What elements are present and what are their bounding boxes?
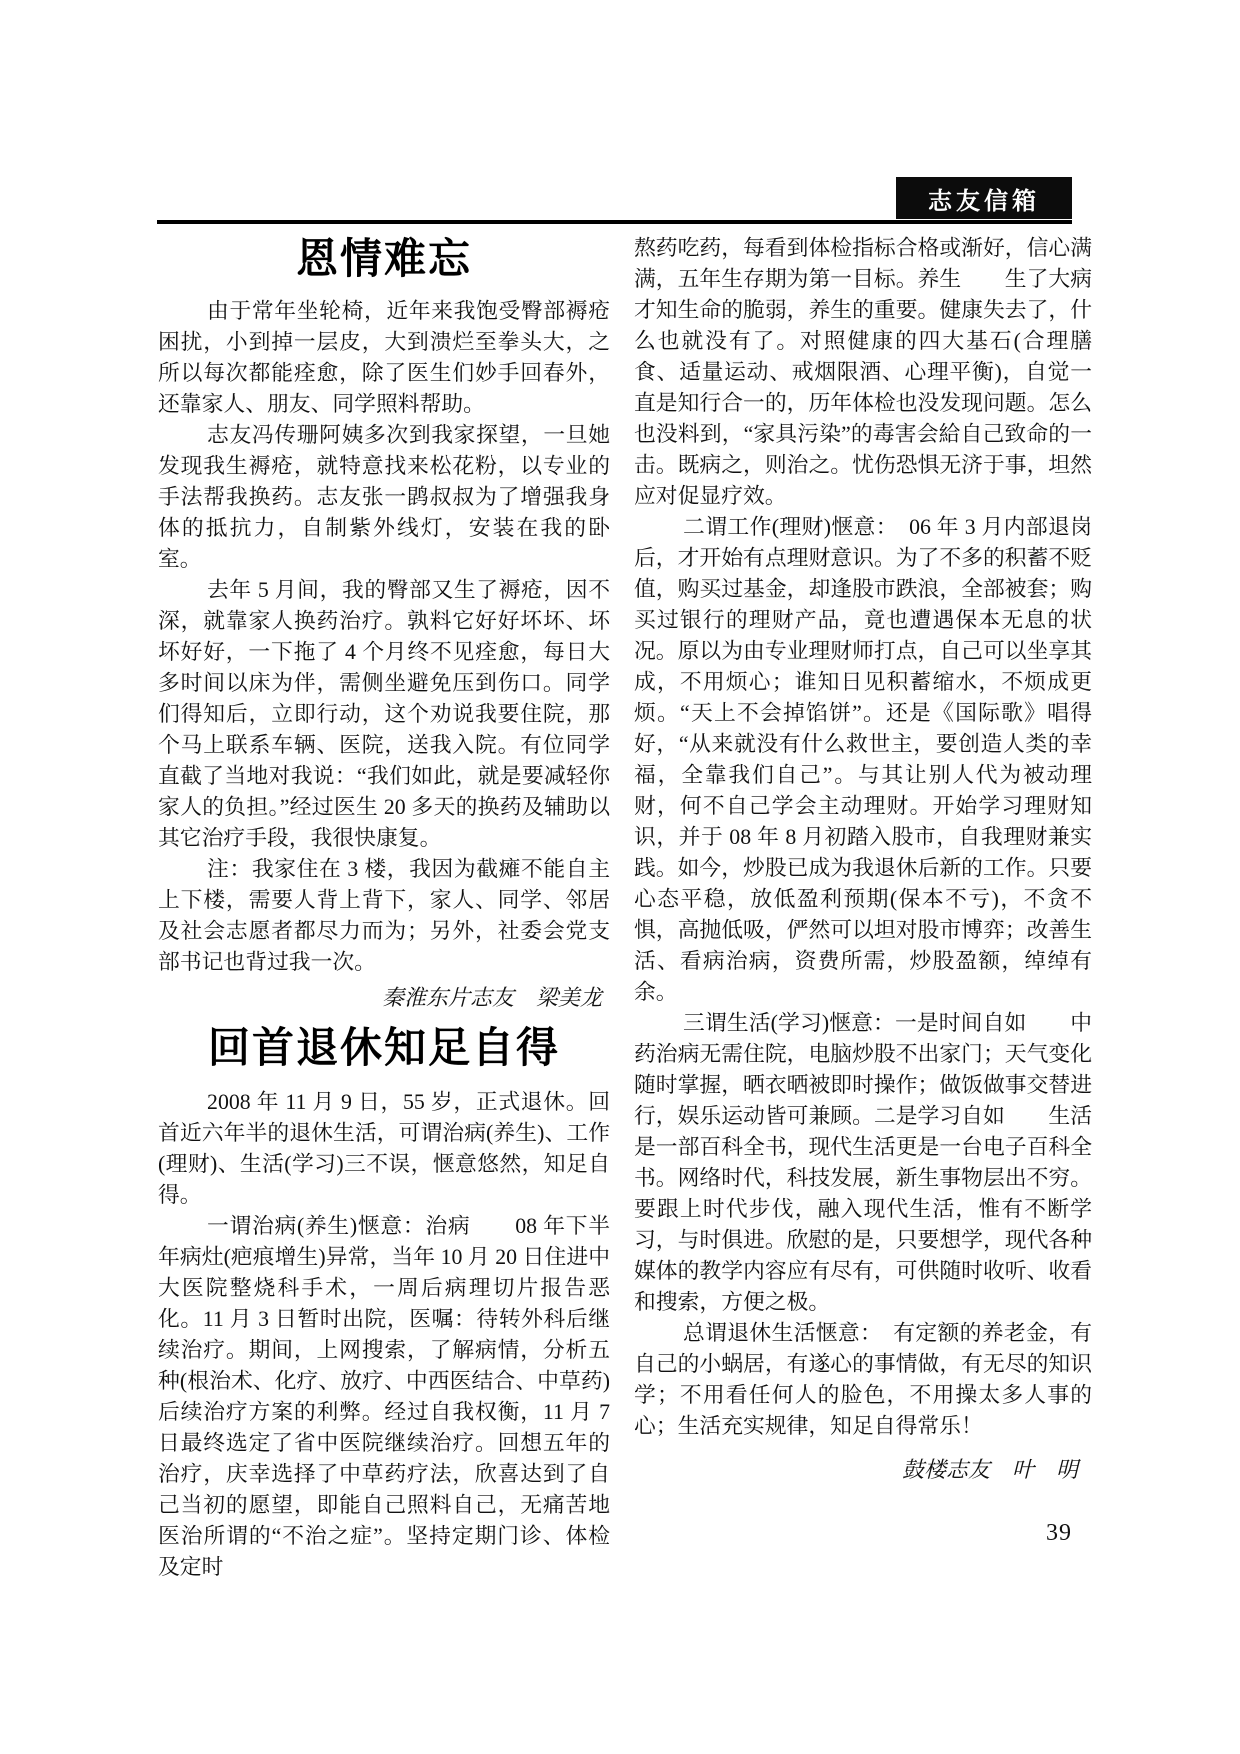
page-number: 39 xyxy=(1046,1520,1072,1546)
article1-signature: 秦淮东片志友 梁美龙 xyxy=(381,985,602,1010)
article2-paragraph-3: 二谓工作(理财)惬意： 06 年 3 月内部退岗后，才开始有点理财意识。为了不多的积蓄不贬值，购买过基金，却逢股市跌浪，全部被套；购买过银行的理财产品，竟也遭遇保本无息的状况。原以为由专业理财师打点，自己可以坐享其成，不用烦心；谁知日见积蓄缩水，不烦成更烦。“天上不会掉馅饼”。还是《国际歌》唱得好，“从来就没有什么救世主，要创造人类的幸福，全靠我们自己”。与其让别人代为被动理财，何不自己学会主动理财。开始学习理财知识，并于 08 年 8 月初踏入股市，自我理财兼实践。如今，炒股已成为我退休后新的工作。只要心态平稳，放低盈利预期(保本不亏)，不贪不惧，高抛低吸，俨然可以坦对股市博弈；改善生活、看病治病，资费所需，炒股盈额，绰绰有余。 xyxy=(634,515,1092,1004)
article1-title: 恩情难忘 xyxy=(295,235,472,282)
article2-paragraph-5: 总谓退休生活惬意： 有定额的养老金，有自己的小蜗居，有遂心的事情做，有无尽的知识学；不用看任何人的脸色，不用操太多人事的心；生活充实规律，知足自得常乐！ xyxy=(634,1321,1092,1438)
left-column xyxy=(158,230,610,1583)
section-header-badge: 志友信箱 xyxy=(896,177,1072,219)
right-column xyxy=(634,233,1092,1489)
article2-signature: 鼓楼志友 叶 明 xyxy=(901,1457,1078,1482)
header-rule xyxy=(157,220,1072,224)
article2-paragraph-1: 2008 年 11 月 9 日，55 岁，正式退休。回首近六年半的退休生活，可谓治病(养生)、工作(理财)、生活(学习)三不误，惬意悠然，知足自得。 xyxy=(158,1090,610,1207)
article2-paragraph-2: 一谓治病(养生)惬意：治病 08 年下半年病灶(疤痕增生)异常，当年 10 月 20 日住进中大医院整烧科手术，一周后病理切片报告恶化。11 月 3 日暂时出院，医嘱：待转外科后继续治疗。期间，上网搜索，了解病情，分析五种(根治术、化疗、放疗、中西医结合、中草药)后续治疗方案的利弊。经过自我权衡，11 月 7 日最终选定了省中医院继续治疗。回想五年的治疗，庆幸选择了中草药疗法，欣喜达到了自己当初的愿望，即能自己照料自己，无痛苦地医治所谓的“不治之症”。坚持定期门诊、体检及定时 xyxy=(158,1214,610,1579)
article1-paragraph-3: 去年 5 月间，我的臀部又生了褥疮，因不深，就靠家人换药治疗。孰料它好好坏坏、坏坏好好，一下拖了 4 个月终不见痊愈，每日大多时间以床为伴，需侧坐避免压到伤口。同学们得知后，立即行动，这个劝说我要住院，那个马上联系车辆、医院，送我入院。有位同学直截了当地对我说：“我们如此，就是要减轻你家人的负担。”经过医生 20 多天的换药及辅助以其它治疗手段，我很快康复。 xyxy=(158,578,610,850)
article1-paragraph-1: 由于常年坐轮椅，近年来我饱受臀部褥疮困扰，小到掉一层皮，大到溃烂至拳头大，之所以每次都能痊愈，除了医生们妙手回春外，还靠家人、朋友、同学照料帮助。 xyxy=(158,299,610,416)
article1-paragraph-2: 志友冯传珊阿姨多次到我家探望，一旦她发现我生褥疮，就特意找来松花粉，以专业的手法帮我换药。志友张一鹍叔叔为了增强我身体的抵抗力，自制紫外线灯，安装在我的卧室。 xyxy=(158,423,610,571)
article1-paragraph-4: 注：我家住在 3 楼，我因为截瘫不能自主上下楼，需要人背上背下，家人、同学、邻居及社会志愿者都尽力而为；另外，社委会党支部书记也背过我一次。 xyxy=(158,857,610,974)
article2-title: 回首退休知足自得 xyxy=(207,1024,560,1071)
article2-paragraph-4: 三谓生活(学习)惬意：一是时间自如 中药治病无需住院，电脑炒股不出家门；天气变化随时掌握，晒衣晒被即时操作；做饭做事交替进行，娱乐运动皆可兼顾。二是学习自如 生活是一部百科全书，现代生活更是一台电子百科全书。网络时代，科技发展，新生事物层出不穷。要跟上时代步伐，融入现代生活，惟有不断学习，与时俱进。欣慰的是，只要想学，现代各种媒体的教学内容应有尽有，可供随时收听、收看和搜索，方便之极。 xyxy=(634,1011,1092,1314)
article2-paragraph-2-continued: 熬药吃药，每看到体检指标合格或渐好，信心满满，五年生存期为第一目标。养生 生了大病才知生命的脆弱，养生的重要。健康失去了，什么也就没有了。对照健康的四大基石(合理膳食、适量运动、戒烟限酒、心理平衡)，自觉一直是知行合一的，历年体检也没发现问题。怎么也没料到，“家具污染”的毒害会給自己致命的一击。既病之，则治之。忧伤恐惧无济于事，坦然应对促显疗效。 xyxy=(634,236,1092,508)
